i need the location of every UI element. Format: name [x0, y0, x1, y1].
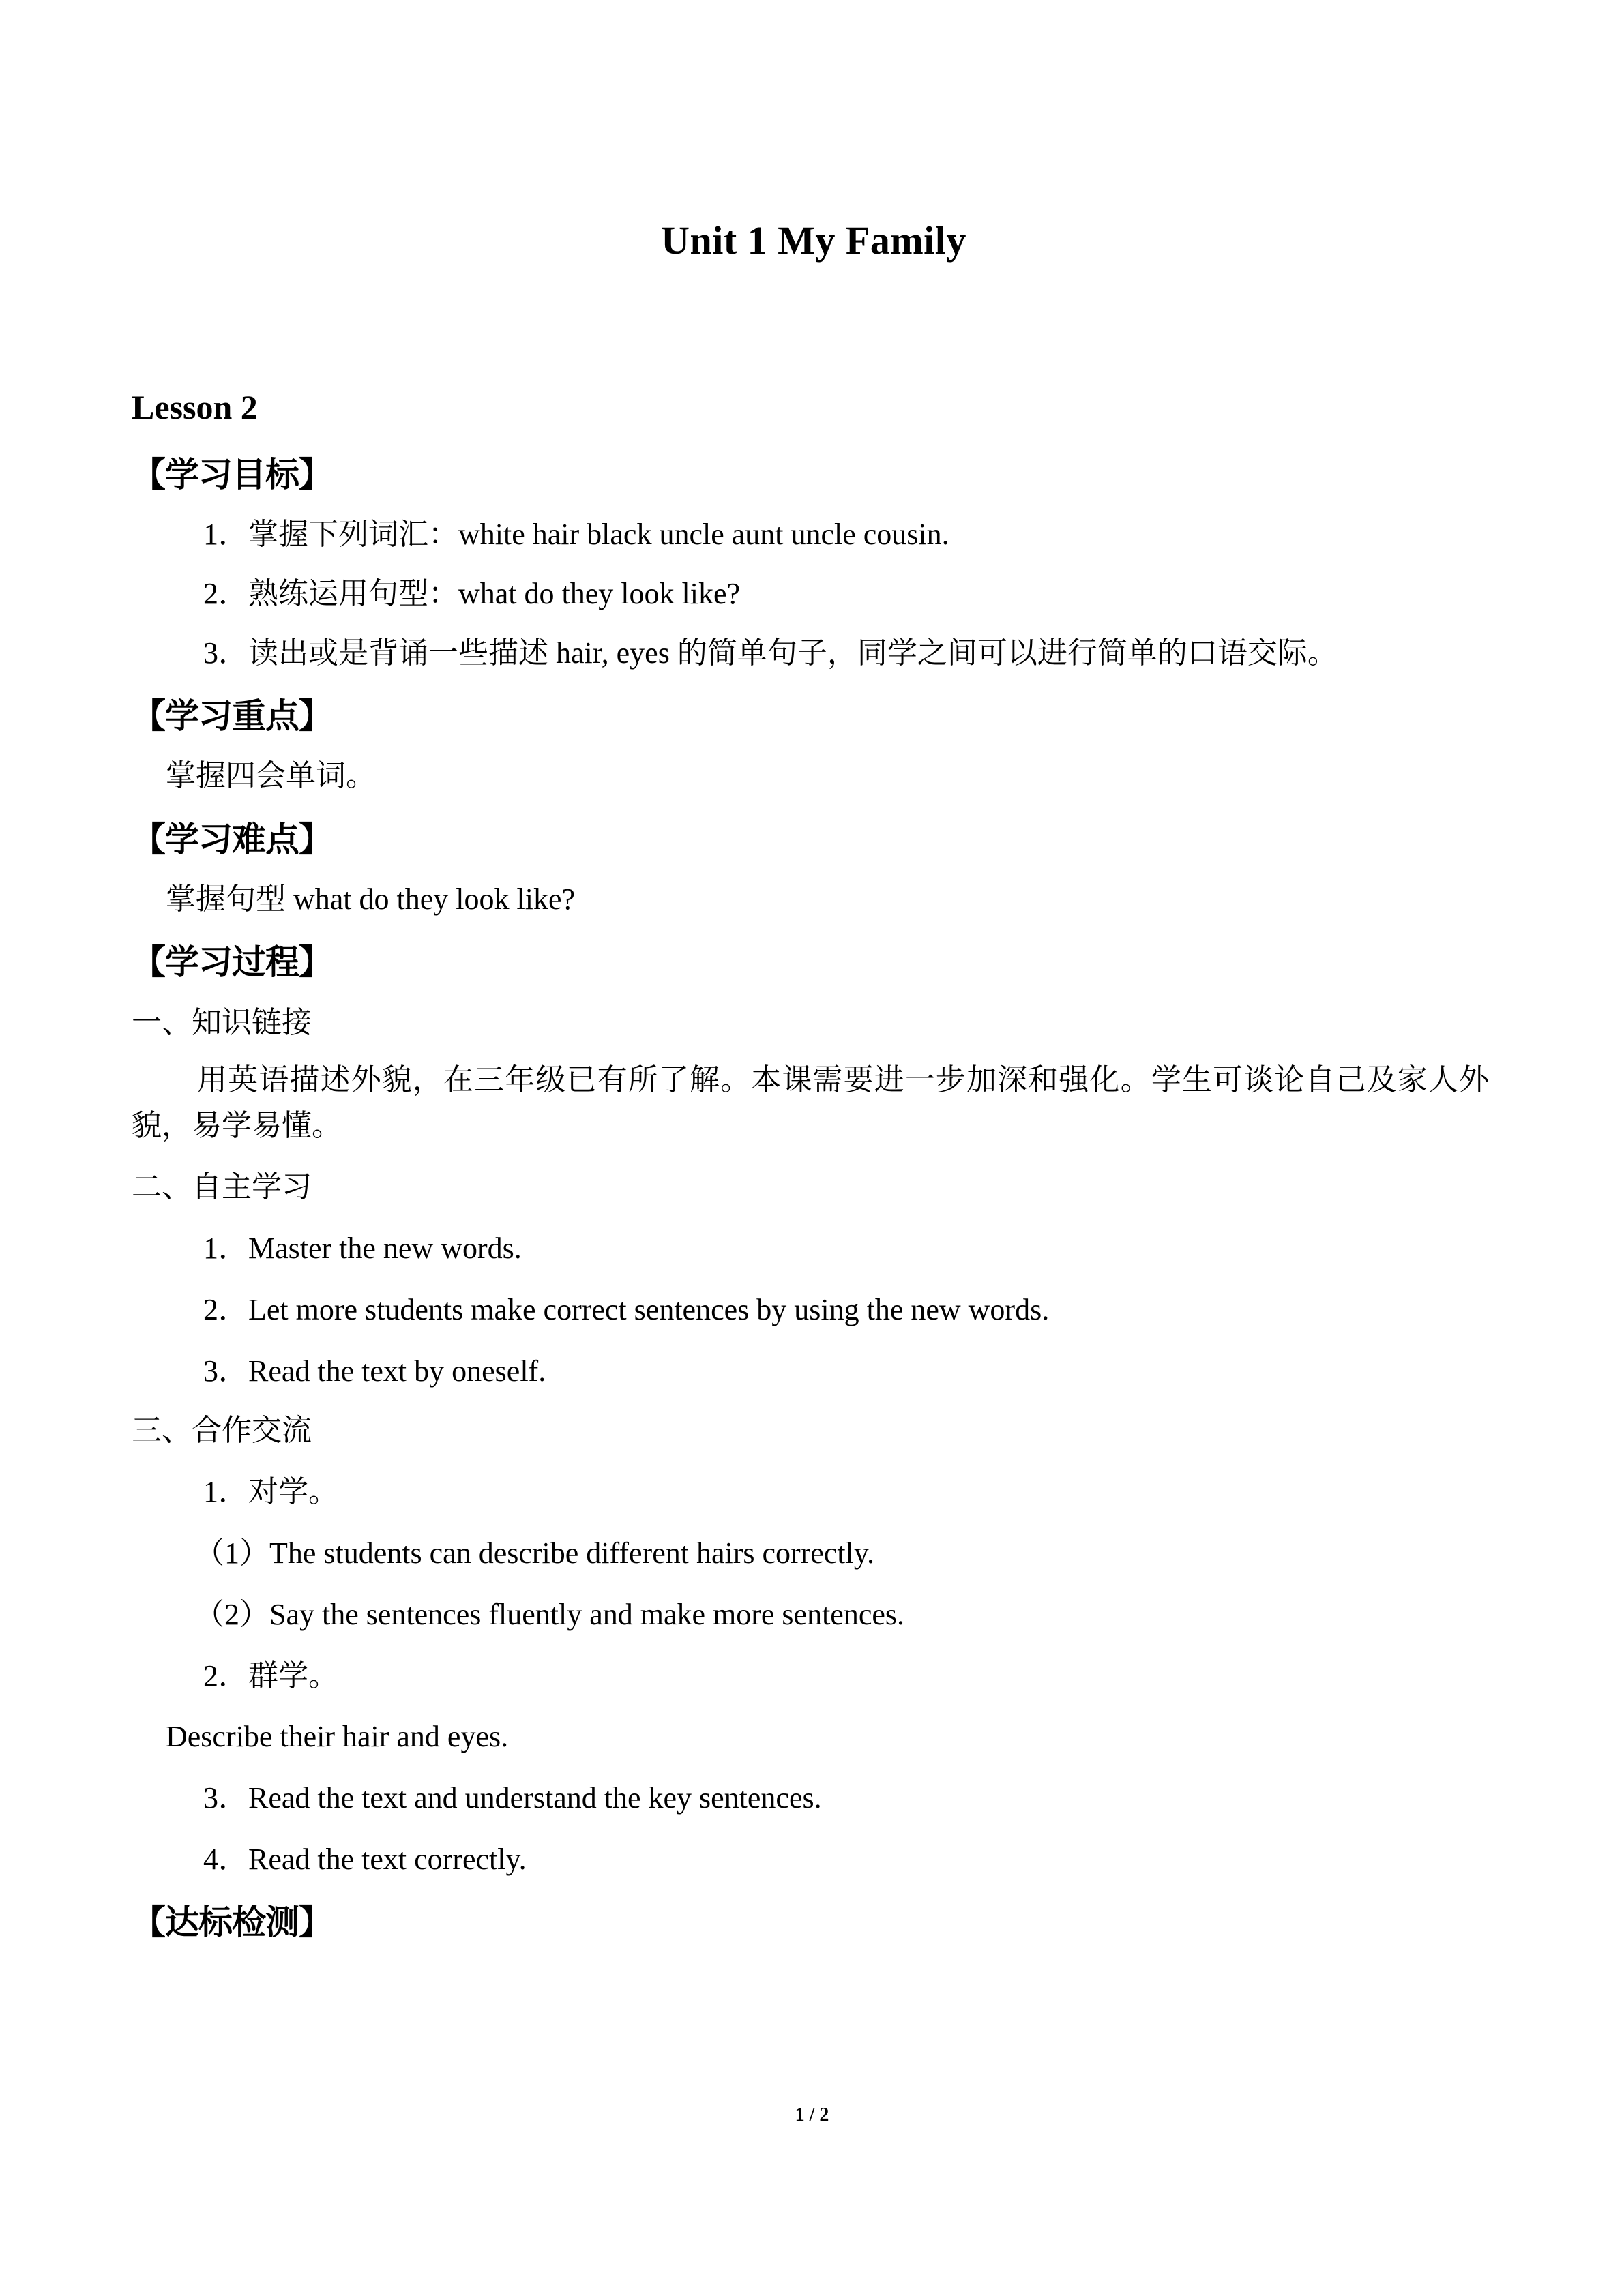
knowledge-link-paragraph: 用英语描述外貌，在三年级已有所了解。本课需要进一步加深和强化。学生可谈论自己及家人外貌，易学易懂。	[132, 1063, 1489, 1143]
section-heading-assessment: 【达标检测】	[132, 1902, 332, 1942]
subsection-heading-three: 三、合作交流	[132, 1414, 312, 1448]
cooperation-subitem: （2）Say the sentences fluently and make more sentences.	[194, 1597, 905, 1631]
cooperation-item-4: 4．Read the text correctly.	[203, 1842, 527, 1876]
cooperation-item-2-text: Describe their hair and eyes.	[166, 1720, 509, 1754]
subsection-heading-one: 一、知识链接	[132, 1005, 312, 1039]
self-study-item: 1．Master the new words.	[203, 1231, 522, 1265]
lesson-heading: Lesson 2	[132, 387, 258, 426]
objective-item: 1．掌握下列词汇：white hair black uncle aunt uncle cousin.	[203, 518, 949, 552]
section-heading-key-points: 【学习重点】	[132, 696, 332, 736]
difficult-points-text: 掌握句型 what do they look like?	[166, 882, 576, 916]
subsection-heading-two: 二、自主学习	[132, 1170, 312, 1204]
section-heading-difficult-points: 【学习难点】	[132, 819, 332, 859]
objective-item: 2．熟练运用句型：what do they look like?	[203, 577, 741, 611]
cooperation-subitem: （1）The students can describe different hairs correctly.	[194, 1536, 874, 1570]
document-content	[132, 0, 1496, 1945]
section-heading-process: 【学习过程】	[132, 942, 332, 982]
section-heading-objectives: 【学习目标】	[132, 455, 332, 495]
self-study-item: 2．Let more students make correct sentences by using the new words.	[203, 1292, 1050, 1326]
cooperation-item-2: 2．群学。	[203, 1658, 338, 1693]
key-points-text: 掌握四会单词。	[166, 759, 376, 793]
page-number-footer: 1 / 2	[795, 2104, 829, 2126]
cooperation-item-1: 1．对学。	[203, 1475, 338, 1509]
self-study-item: 3．Read the text by oneself.	[203, 1354, 546, 1388]
page-title: Unit 1 My Family	[661, 218, 966, 263]
objective-item: 3．读出或是背诵一些描述 hair, eyes 的简单句子，同学之间可以进行简单的口语交际。	[203, 636, 1338, 670]
cooperation-item-3: 3．Read the text and understand the key sentences.	[203, 1781, 822, 1815]
